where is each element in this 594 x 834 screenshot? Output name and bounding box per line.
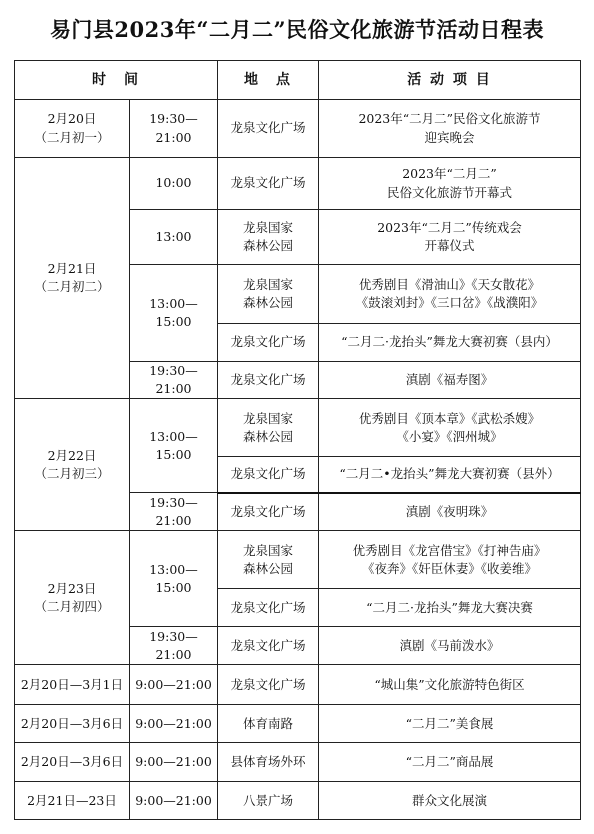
time-cell: 9:00—21:00	[130, 782, 218, 820]
schedule-table	[14, 60, 581, 820]
date-cell: 2月21日—23日	[15, 782, 130, 820]
time-cell: 19:30—21:00	[130, 627, 218, 665]
time-cell: 13:00—15:00	[130, 265, 218, 362]
time-cell: 13:00—15:00	[130, 531, 218, 627]
date-cell: 2月20日—3月6日	[15, 705, 130, 743]
table-row	[15, 743, 581, 782]
activity-cell: 优秀剧目《顶本章》《武松杀嫂》 《小宴》《泗州城》	[319, 399, 581, 457]
place-cell: 八景广场	[218, 782, 319, 820]
time-cell: 13:00	[130, 210, 218, 265]
activity-cell: “二月二”商品展	[319, 743, 581, 782]
table-row	[15, 705, 581, 743]
time-cell: 19:30—21:00	[130, 362, 218, 399]
place-cell: 龙泉国家 森林公园	[218, 210, 319, 265]
activity-cell: 2023年“二月二” 民俗文化旅游节开幕式	[319, 158, 581, 210]
place-cell: 龙泉文化广场	[218, 324, 319, 362]
place-cell: 龙泉文化广场	[218, 493, 319, 531]
place-cell: 龙泉文化广场	[218, 362, 319, 399]
activity-cell: 优秀剧目《龙宫借宝》《打神告庙》 《夜奔》《奸臣休妻》《收姜维》	[319, 531, 581, 589]
table-row	[15, 399, 581, 457]
place-cell: 县体育场外环	[218, 743, 319, 782]
table-header-row	[15, 61, 581, 100]
time-cell: 19:30—21:00	[130, 493, 218, 531]
time-cell: 19:30—21:00	[130, 100, 218, 158]
time-cell: 13:00—15:00	[130, 399, 218, 493]
place-cell: 龙泉国家 森林公园	[218, 265, 319, 324]
table-row	[15, 665, 581, 705]
date-cell: 2月20日—3月6日	[15, 743, 130, 782]
table-row	[15, 531, 581, 589]
activity-cell: “二月二·龙抬头”舞龙大赛决赛	[319, 589, 581, 627]
activity-cell: 群众文化展演	[319, 782, 581, 820]
table-row	[15, 782, 581, 820]
place-cell: 龙泉国家 森林公园	[218, 399, 319, 457]
place-cell: 龙泉文化广场	[218, 665, 319, 705]
activity-cell: “城山集”文化旅游特色街区	[319, 665, 581, 705]
time-cell: 9:00—21:00	[130, 743, 218, 782]
date-cell: 2月23日 （二月初四）	[15, 531, 130, 665]
activity-cell: “二月二·龙抬头”舞龙大赛初赛（县内）	[319, 324, 581, 362]
activity-cell: “二月二•龙抬头”舞龙大赛初赛（县外）	[319, 457, 581, 493]
activity-cell: 优秀剧目《滑油山》《天女散花》 《鼓滚刘封》《三口岔》《战濮阳》	[319, 265, 581, 324]
place-cell: 龙泉文化广场	[218, 158, 319, 210]
activity-cell: 滇剧《马前泼水》	[319, 627, 581, 665]
date-cell: 2月21日 （二月初二）	[15, 158, 130, 399]
activity-cell: 2023年“二月二”传统戏会 开幕仪式	[319, 210, 581, 265]
place-cell: 龙泉文化广场	[218, 457, 319, 493]
header-time: 时 间	[15, 61, 218, 100]
place-cell: 龙泉文化广场	[218, 627, 319, 665]
table-row	[15, 100, 581, 158]
place-cell: 体育南路	[218, 705, 319, 743]
activity-cell: 2023年“二月二”民俗文化旅游节 迎宾晚会	[319, 100, 581, 158]
date-cell: 2月20日 （二月初一）	[15, 100, 130, 158]
place-cell: 龙泉文化广场	[218, 100, 319, 158]
time-cell: 9:00—21:00	[130, 705, 218, 743]
table-row	[15, 158, 581, 210]
activity-cell: “二月二”美食展	[319, 705, 581, 743]
activity-cell: 滇剧《夜明珠》	[319, 493, 581, 531]
header-place: 地 点	[218, 61, 319, 100]
activity-cell: 滇剧《福寿图》	[319, 362, 581, 399]
place-cell: 龙泉文化广场	[218, 589, 319, 627]
date-cell: 2月22日 （二月初三）	[15, 399, 130, 531]
date-cell: 2月20日—3月1日	[15, 665, 130, 705]
page-title: 易门县2023年“二月二”民俗文化旅游节活动日程表	[49, 17, 545, 42]
header-activity: 活 动 项 目	[319, 61, 581, 100]
time-cell: 9:00—21:00	[130, 665, 218, 705]
place-cell: 龙泉国家 森林公园	[218, 531, 319, 589]
time-cell: 10:00	[130, 158, 218, 210]
